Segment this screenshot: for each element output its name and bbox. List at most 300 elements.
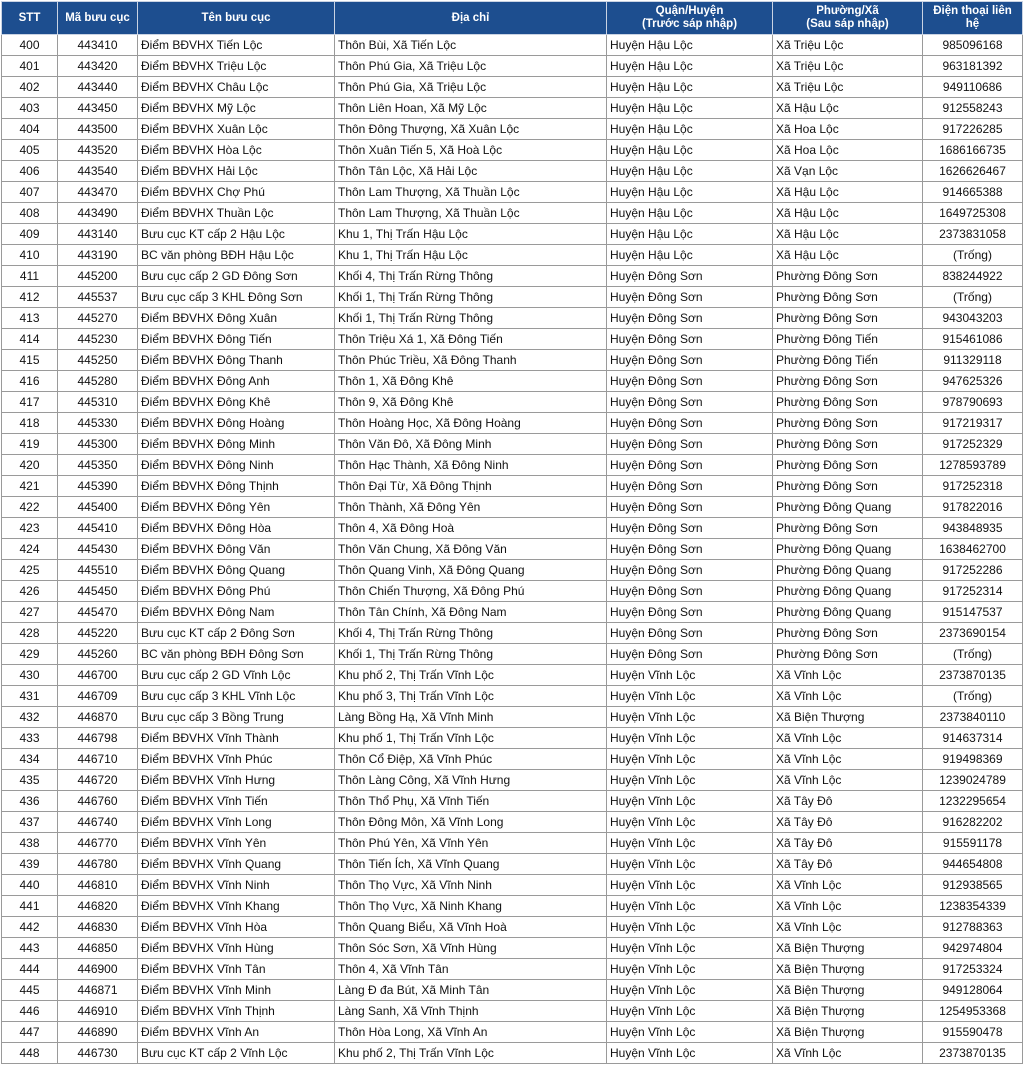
cell-name: Điểm BĐVHX Đông Anh xyxy=(138,371,335,392)
cell-ward: Xã Vĩnh Lộc xyxy=(773,728,923,749)
cell-district: Huyện Vĩnh Lộc xyxy=(607,770,773,791)
table-row xyxy=(2,392,1023,413)
cell-ward: Phường Đông Quang xyxy=(773,560,923,581)
cell-address: Thôn Đông Môn, Xã Vĩnh Long xyxy=(335,812,607,833)
cell-name: Điểm BĐVHX Đông Nam xyxy=(138,602,335,623)
cell-ward: Xã Tây Đô xyxy=(773,812,923,833)
cell-phone: 917252314 xyxy=(923,581,1023,602)
cell-code: 445510 xyxy=(58,560,138,581)
table-row xyxy=(2,728,1023,749)
cell-code: 445300 xyxy=(58,434,138,455)
cell-ward: Xã Biện Thượng xyxy=(773,959,923,980)
cell-ward: Xã Biện Thượng xyxy=(773,980,923,1001)
cell-address: Thôn Cổ Điệp, Xã Vĩnh Phúc xyxy=(335,749,607,770)
cell-name: Điểm BĐVHX Hòa Lộc xyxy=(138,140,335,161)
cell-address: Thôn Tân Lộc, Xã Hải Lộc xyxy=(335,161,607,182)
cell-code: 443190 xyxy=(58,245,138,266)
cell-stt: 427 xyxy=(2,602,58,623)
cell-address: Thôn Hòa Long, Xã Vĩnh An xyxy=(335,1022,607,1043)
table-row xyxy=(2,203,1023,224)
cell-name: Điểm BĐVHX Đông Phú xyxy=(138,581,335,602)
cell-phone: 917253324 xyxy=(923,959,1023,980)
cell-district: Huyện Vĩnh Lộc xyxy=(607,749,773,770)
cell-ward: Phường Đông Sơn xyxy=(773,455,923,476)
cell-code: 446710 xyxy=(58,749,138,770)
cell-address: Khu phố 2, Thị Trấn Vĩnh Lộc xyxy=(335,1043,607,1064)
cell-phone: 1232295654 xyxy=(923,791,1023,812)
cell-district: Huyện Đông Sơn xyxy=(607,623,773,644)
cell-district: Huyện Vĩnh Lộc xyxy=(607,1022,773,1043)
cell-ward: Phường Đông Tiến xyxy=(773,329,923,350)
header-code: Mã bưu cục xyxy=(58,2,138,35)
cell-phone: (Trống) xyxy=(923,686,1023,707)
cell-code: 445230 xyxy=(58,329,138,350)
cell-stt: 409 xyxy=(2,224,58,245)
cell-district: Huyện Hậu Lộc xyxy=(607,98,773,119)
cell-code: 445250 xyxy=(58,350,138,371)
cell-address: Thôn 1, Xã Đông Khê xyxy=(335,371,607,392)
cell-stt: 417 xyxy=(2,392,58,413)
cell-name: Điểm BĐVHX Vĩnh Minh xyxy=(138,980,335,1001)
cell-name: Điểm BĐVHX Vĩnh Quang xyxy=(138,854,335,875)
cell-ward: Xã Tây Đô xyxy=(773,833,923,854)
cell-code: 445260 xyxy=(58,644,138,665)
cell-address: Khối 4, Thị Trấn Rừng Thông xyxy=(335,623,607,644)
cell-district: Huyện Đông Sơn xyxy=(607,560,773,581)
cell-stt: 416 xyxy=(2,371,58,392)
cell-district: Huyện Đông Sơn xyxy=(607,434,773,455)
cell-district: Huyện Vĩnh Lộc xyxy=(607,833,773,854)
cell-ward: Xã Hậu Lộc xyxy=(773,98,923,119)
cell-district: Huyện Đông Sơn xyxy=(607,350,773,371)
cell-name: Điểm BĐVHX Châu Lộc xyxy=(138,77,335,98)
cell-phone: 917252329 xyxy=(923,434,1023,455)
table-row xyxy=(2,686,1023,707)
cell-ward: Xã Triệu Lộc xyxy=(773,77,923,98)
table-row xyxy=(2,287,1023,308)
cell-stt: 411 xyxy=(2,266,58,287)
cell-district: Huyện Hậu Lộc xyxy=(607,35,773,56)
cell-ward: Phường Đông Sơn xyxy=(773,392,923,413)
header-name: Tên bưu cục xyxy=(138,2,335,35)
cell-name: Bưu cục cấp 3 KHL Vĩnh Lộc xyxy=(138,686,335,707)
cell-name: Điểm BĐVHX Đông Văn xyxy=(138,539,335,560)
cell-code: 446870 xyxy=(58,707,138,728)
table-row xyxy=(2,602,1023,623)
cell-phone: 963181392 xyxy=(923,56,1023,77)
cell-address: Thôn Triệu Xá 1, Xã Đông Tiến xyxy=(335,329,607,350)
cell-code: 445390 xyxy=(58,476,138,497)
cell-ward: Xã Hoa Lộc xyxy=(773,140,923,161)
table-row xyxy=(2,245,1023,266)
table-row xyxy=(2,77,1023,98)
cell-stt: 412 xyxy=(2,287,58,308)
cell-phone: 917226285 xyxy=(923,119,1023,140)
cell-address: Khu phố 2, Thị Trấn Vĩnh Lộc xyxy=(335,665,607,686)
cell-name: Điểm BĐVHX Đông Xuân xyxy=(138,308,335,329)
table-row xyxy=(2,35,1023,56)
cell-name: Điểm BĐVHX Chợ Phú xyxy=(138,182,335,203)
cell-phone: 912938565 xyxy=(923,875,1023,896)
cell-code: 446720 xyxy=(58,770,138,791)
cell-code: 445220 xyxy=(58,623,138,644)
cell-stt: 408 xyxy=(2,203,58,224)
cell-address: Thôn Thọ Vực, Xã Vĩnh Ninh xyxy=(335,875,607,896)
cell-ward: Phường Đông Sơn xyxy=(773,623,923,644)
cell-phone: 943043203 xyxy=(923,308,1023,329)
cell-phone: 1638462700 xyxy=(923,539,1023,560)
cell-ward: Xã Hậu Lộc xyxy=(773,203,923,224)
header-district-line2: (Trước sáp nhập) xyxy=(641,18,738,30)
cell-ward: Xã Biện Thượng xyxy=(773,1001,923,1022)
cell-code: 445470 xyxy=(58,602,138,623)
cell-stt: 448 xyxy=(2,1043,58,1064)
cell-ward: Xã Vĩnh Lộc xyxy=(773,686,923,707)
cell-name: Điểm BĐVHX Vĩnh Tân xyxy=(138,959,335,980)
cell-name: Điểm BĐVHX Xuân Lộc xyxy=(138,119,335,140)
cell-ward: Xã Hậu Lộc xyxy=(773,245,923,266)
header-address: Địa chỉ xyxy=(335,2,607,35)
cell-district: Huyện Hậu Lộc xyxy=(607,77,773,98)
cell-stt: 438 xyxy=(2,833,58,854)
cell-district: Huyện Hậu Lộc xyxy=(607,140,773,161)
cell-phone: 1254953368 xyxy=(923,1001,1023,1022)
cell-phone: 915590478 xyxy=(923,1022,1023,1043)
cell-district: Huyện Đông Sơn xyxy=(607,476,773,497)
cell-district: Huyện Vĩnh Lộc xyxy=(607,959,773,980)
cell-address: Thôn Tiến Ích, Xã Vĩnh Quang xyxy=(335,854,607,875)
cell-ward: Phường Đông Sơn xyxy=(773,287,923,308)
cell-address: Khu phố 3, Thị Trấn Vĩnh Lộc xyxy=(335,686,607,707)
cell-address: Thôn 4, Xã Vĩnh Tân xyxy=(335,959,607,980)
table-row xyxy=(2,791,1023,812)
cell-name: Điểm BĐVHX Vĩnh Thịnh xyxy=(138,1001,335,1022)
cell-ward: Xã Vĩnh Lộc xyxy=(773,749,923,770)
table-row xyxy=(2,539,1023,560)
cell-stt: 437 xyxy=(2,812,58,833)
cell-address: Thôn Phú Gia, Xã Triệu Lộc xyxy=(335,56,607,77)
cell-name: Bưu cục cấp 3 KHL Đông Sơn xyxy=(138,287,335,308)
cell-ward: Xã Vĩnh Lộc xyxy=(773,917,923,938)
table-body xyxy=(2,35,1023,1064)
table-header xyxy=(2,2,1023,35)
cell-code: 446830 xyxy=(58,917,138,938)
cell-district: Huyện Vĩnh Lộc xyxy=(607,665,773,686)
cell-phone: 916282202 xyxy=(923,812,1023,833)
cell-ward: Xã Triệu Lộc xyxy=(773,35,923,56)
table-row xyxy=(2,623,1023,644)
cell-phone: 838244922 xyxy=(923,266,1023,287)
cell-address: Thôn Hạc Thành, Xã Đông Ninh xyxy=(335,455,607,476)
cell-code: 445450 xyxy=(58,581,138,602)
cell-stt: 444 xyxy=(2,959,58,980)
cell-phone: 2373870135 xyxy=(923,665,1023,686)
cell-ward: Phường Đông Sơn xyxy=(773,644,923,665)
cell-code: 443470 xyxy=(58,182,138,203)
header-district xyxy=(607,2,773,35)
table-row xyxy=(2,98,1023,119)
cell-ward: Xã Vĩnh Lộc xyxy=(773,665,923,686)
cell-name: Điểm BĐVHX Vĩnh Khang xyxy=(138,896,335,917)
cell-ward: Phường Đông Sơn xyxy=(773,518,923,539)
cell-code: 446798 xyxy=(58,728,138,749)
cell-ward: Phường Đông Sơn xyxy=(773,308,923,329)
cell-name: Điểm BĐVHX Vĩnh Tiến xyxy=(138,791,335,812)
cell-stt: 430 xyxy=(2,665,58,686)
cell-ward: Xã Vạn Lộc xyxy=(773,161,923,182)
cell-district: Huyện Đông Sơn xyxy=(607,455,773,476)
cell-code: 446780 xyxy=(58,854,138,875)
cell-ward: Xã Triệu Lộc xyxy=(773,56,923,77)
cell-address: Thôn Sóc Sơn, Xã Vĩnh Hùng xyxy=(335,938,607,959)
cell-name: Điểm BĐVHX Triệu Lộc xyxy=(138,56,335,77)
table-row xyxy=(2,182,1023,203)
cell-ward: Phường Đông Quang xyxy=(773,602,923,623)
cell-phone: 949110686 xyxy=(923,77,1023,98)
cell-code: 445537 xyxy=(58,287,138,308)
cell-ward: Phường Đông Sơn xyxy=(773,371,923,392)
cell-address: Thôn Làng Công, Xã Vĩnh Hưng xyxy=(335,770,607,791)
cell-phone: 915147537 xyxy=(923,602,1023,623)
cell-address: Khu 1, Thị Trấn Hậu Lộc xyxy=(335,224,607,245)
cell-code: 446760 xyxy=(58,791,138,812)
cell-phone: (Trống) xyxy=(923,245,1023,266)
cell-district: Huyện Hậu Lộc xyxy=(607,245,773,266)
cell-phone: 2373831058 xyxy=(923,224,1023,245)
cell-address: Làng Đ đa Bút, Xã Minh Tân xyxy=(335,980,607,1001)
cell-stt: 406 xyxy=(2,161,58,182)
cell-phone: (Trống) xyxy=(923,287,1023,308)
cell-name: Điểm BĐVHX Đông Minh xyxy=(138,434,335,455)
cell-name: Điểm BĐVHX Đông Thịnh xyxy=(138,476,335,497)
cell-ward: Xã Biện Thượng xyxy=(773,1022,923,1043)
cell-name: Điểm BĐVHX Đông Yên xyxy=(138,497,335,518)
cell-name: Điểm BĐVHX Vĩnh Long xyxy=(138,812,335,833)
table-row xyxy=(2,665,1023,686)
cell-code: 445270 xyxy=(58,308,138,329)
cell-name: Điểm BĐVHX Thuần Lộc xyxy=(138,203,335,224)
cell-stt: 432 xyxy=(2,707,58,728)
cell-district: Huyện Đông Sơn xyxy=(607,413,773,434)
cell-name: BC văn phòng BĐH Đông Sơn xyxy=(138,644,335,665)
cell-ward: Xã Tây Đô xyxy=(773,791,923,812)
cell-name: Điểm BĐVHX Hải Lộc xyxy=(138,161,335,182)
cell-district: Huyện Hậu Lộc xyxy=(607,182,773,203)
cell-stt: 415 xyxy=(2,350,58,371)
cell-code: 446709 xyxy=(58,686,138,707)
cell-district: Huyện Đông Sơn xyxy=(607,539,773,560)
cell-address: Thôn Xuân Tiến 5, Xã Hoà Lộc xyxy=(335,140,607,161)
table-row xyxy=(2,518,1023,539)
cell-phone: 917252286 xyxy=(923,560,1023,581)
cell-address: Thôn Văn Đô, Xã Đông Minh xyxy=(335,434,607,455)
cell-phone: 912788363 xyxy=(923,917,1023,938)
cell-district: Huyện Đông Sơn xyxy=(607,392,773,413)
cell-code: 446730 xyxy=(58,1043,138,1064)
table-row xyxy=(2,308,1023,329)
cell-district: Huyện Vĩnh Lộc xyxy=(607,917,773,938)
table-row xyxy=(2,413,1023,434)
header-stt: STT xyxy=(2,2,58,35)
cell-code: 443490 xyxy=(58,203,138,224)
cell-stt: 434 xyxy=(2,749,58,770)
cell-phone: 1626626467 xyxy=(923,161,1023,182)
cell-ward: Xã Vĩnh Lộc xyxy=(773,770,923,791)
cell-district: Huyện Vĩnh Lộc xyxy=(607,938,773,959)
cell-name: Điểm BĐVHX Tiến Lộc xyxy=(138,35,335,56)
cell-address: Thôn Quang Vinh, Xã Đông Quang xyxy=(335,560,607,581)
cell-address: Thôn Đại Từ, Xã Đông Thịnh xyxy=(335,476,607,497)
cell-stt: 403 xyxy=(2,98,58,119)
cell-phone: 911329118 xyxy=(923,350,1023,371)
cell-ward: Phường Đông Sơn xyxy=(773,413,923,434)
cell-phone: (Trống) xyxy=(923,644,1023,665)
cell-code: 443450 xyxy=(58,98,138,119)
cell-phone: 917219317 xyxy=(923,413,1023,434)
cell-name: Điểm BĐVHX Vĩnh Hùng xyxy=(138,938,335,959)
cell-name: Điểm BĐVHX Đông Tiến xyxy=(138,329,335,350)
cell-ward: Phường Đông Sơn xyxy=(773,434,923,455)
cell-district: Huyện Hậu Lộc xyxy=(607,119,773,140)
cell-code: 446700 xyxy=(58,665,138,686)
table-row xyxy=(2,896,1023,917)
cell-stt: 433 xyxy=(2,728,58,749)
cell-stt: 442 xyxy=(2,917,58,938)
cell-address: Khu phố 1, Thị Trấn Vĩnh Lộc xyxy=(335,728,607,749)
cell-code: 446900 xyxy=(58,959,138,980)
cell-ward: Xã Vĩnh Lộc xyxy=(773,875,923,896)
cell-district: Huyện Vĩnh Lộc xyxy=(607,1043,773,1064)
cell-name: Điểm BĐVHX Đông Quang xyxy=(138,560,335,581)
cell-name: Bưu cục KT cấp 2 Hậu Lộc xyxy=(138,224,335,245)
cell-stt: 443 xyxy=(2,938,58,959)
cell-code: 446890 xyxy=(58,1022,138,1043)
cell-stt: 422 xyxy=(2,497,58,518)
cell-name: Điểm BĐVHX Vĩnh Hưng xyxy=(138,770,335,791)
table-row xyxy=(2,350,1023,371)
cell-stt: 425 xyxy=(2,560,58,581)
cell-name: Bưu cục KT cấp 2 Vĩnh Lộc xyxy=(138,1043,335,1064)
cell-stt: 421 xyxy=(2,476,58,497)
cell-address: Thôn 4, Xã Đông Hoà xyxy=(335,518,607,539)
cell-phone: 1238354339 xyxy=(923,896,1023,917)
cell-phone: 943848935 xyxy=(923,518,1023,539)
cell-phone: 944654808 xyxy=(923,854,1023,875)
header-ward-line1: Phường/Xã xyxy=(816,5,879,17)
cell-ward: Phường Đông Quang xyxy=(773,581,923,602)
cell-code: 445330 xyxy=(58,413,138,434)
cell-ward: Xã Biện Thượng xyxy=(773,938,923,959)
cell-name: Điểm BĐVHX Mỹ Lộc xyxy=(138,98,335,119)
table-row xyxy=(2,266,1023,287)
cell-name: BC văn phòng BĐH Hậu Lộc xyxy=(138,245,335,266)
cell-phone: 985096168 xyxy=(923,35,1023,56)
cell-stt: 428 xyxy=(2,623,58,644)
cell-code: 445310 xyxy=(58,392,138,413)
cell-district: Huyện Vĩnh Lộc xyxy=(607,896,773,917)
table-row xyxy=(2,917,1023,938)
table-row xyxy=(2,371,1023,392)
cell-code: 445400 xyxy=(58,497,138,518)
cell-name: Điểm BĐVHX Đông Hoàng xyxy=(138,413,335,434)
cell-name: Điểm BĐVHX Đông Ninh xyxy=(138,455,335,476)
cell-stt: 435 xyxy=(2,770,58,791)
table-row xyxy=(2,749,1023,770)
cell-address: Làng Sanh, Xã Vĩnh Thịnh xyxy=(335,1001,607,1022)
cell-address: Thôn Phúc Triều, Xã Đông Thanh xyxy=(335,350,607,371)
cell-code: 446810 xyxy=(58,875,138,896)
table-row xyxy=(2,707,1023,728)
cell-phone: 915461086 xyxy=(923,329,1023,350)
cell-district: Huyện Hậu Lộc xyxy=(607,224,773,245)
table-row xyxy=(2,455,1023,476)
cell-code: 446910 xyxy=(58,1001,138,1022)
cell-address: Khối 1, Thị Trấn Rừng Thông xyxy=(335,308,607,329)
cell-stt: 445 xyxy=(2,980,58,1001)
cell-name: Điểm BĐVHX Vĩnh An xyxy=(138,1022,335,1043)
cell-district: Huyện Vĩnh Lộc xyxy=(607,707,773,728)
cell-code: 446871 xyxy=(58,980,138,1001)
cell-phone: 1649725308 xyxy=(923,203,1023,224)
cell-district: Huyện Đông Sơn xyxy=(607,602,773,623)
cell-ward: Xã Vĩnh Lộc xyxy=(773,1043,923,1064)
cell-code: 446770 xyxy=(58,833,138,854)
cell-stt: 407 xyxy=(2,182,58,203)
cell-name: Điểm BĐVHX Vĩnh Ninh xyxy=(138,875,335,896)
table-row xyxy=(2,854,1023,875)
cell-stt: 404 xyxy=(2,119,58,140)
cell-stt: 447 xyxy=(2,1022,58,1043)
cell-phone: 912558243 xyxy=(923,98,1023,119)
table-row xyxy=(2,980,1023,1001)
cell-district: Huyện Đông Sơn xyxy=(607,266,773,287)
table-row xyxy=(2,329,1023,350)
cell-district: Huyện Đông Sơn xyxy=(607,371,773,392)
cell-phone: 917252318 xyxy=(923,476,1023,497)
cell-code: 445200 xyxy=(58,266,138,287)
cell-district: Huyện Đông Sơn xyxy=(607,644,773,665)
cell-district: Huyện Hậu Lộc xyxy=(607,203,773,224)
table-row xyxy=(2,497,1023,518)
cell-phone: 2373690154 xyxy=(923,623,1023,644)
cell-address: Thôn Bùi, Xã Tiến Lộc xyxy=(335,35,607,56)
table-row xyxy=(2,1043,1023,1064)
cell-district: Huyện Vĩnh Lộc xyxy=(607,686,773,707)
table-row xyxy=(2,119,1023,140)
table-row xyxy=(2,581,1023,602)
cell-district: Huyện Đông Sơn xyxy=(607,287,773,308)
table-row xyxy=(2,833,1023,854)
cell-code: 446740 xyxy=(58,812,138,833)
cell-phone: 1686166735 xyxy=(923,140,1023,161)
cell-address: Thôn Liên Hoan, Xã Mỹ Lộc xyxy=(335,98,607,119)
cell-stt: 420 xyxy=(2,455,58,476)
cell-name: Bưu cục KT cấp 2 Đông Sơn xyxy=(138,623,335,644)
cell-phone: 914637314 xyxy=(923,728,1023,749)
cell-district: Huyện Hậu Lộc xyxy=(607,161,773,182)
cell-phone: 919498369 xyxy=(923,749,1023,770)
cell-ward: Xã Biện Thượng xyxy=(773,707,923,728)
cell-district: Huyện Đông Sơn xyxy=(607,518,773,539)
cell-name: Điểm BĐVHX Vĩnh Thành xyxy=(138,728,335,749)
table-row xyxy=(2,161,1023,182)
cell-stt: 424 xyxy=(2,539,58,560)
table-row xyxy=(2,56,1023,77)
cell-phone: 949128064 xyxy=(923,980,1023,1001)
cell-code: 443140 xyxy=(58,224,138,245)
cell-code: 443540 xyxy=(58,161,138,182)
cell-name: Điểm BĐVHX Đông Hòa xyxy=(138,518,335,539)
